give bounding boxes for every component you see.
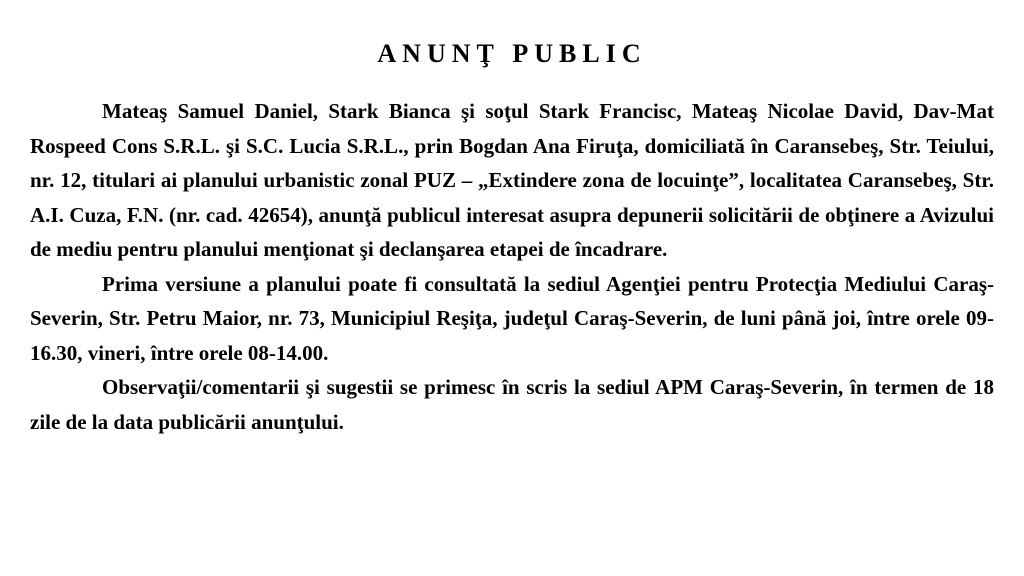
paragraph-consultation: Prima versiune a planului poate fi consultată la sediul Agenţiei pentru Protecţia Mediului Caraş-Severin, Str. Petru Maior, nr. 73, Municipiul Reşiţa, judeţul Caraş-Severin, de luni până joi, între orele 09-16.30, vineri, între orele 08-14.00. [30, 271, 994, 365]
paragraph-observations: Observaţii/comentarii şi sugestii se primesc în scris la sediul APM Caraş-Severin, în termen de 18 zile de la data publicării anunţului. [30, 375, 994, 434]
document-title: ANUNŢ PUBLIC [377, 39, 647, 68]
paragraph-applicants: Mateaş Samuel Daniel, Stark Bianca şi soţul Stark Francisc, Mateaş Nicolae David, Dav-Mat Rospeed Cons S.R.L. şi S.C. Lucia S.R.L., prin Bogdan Ana Firuţa, domiciliată în Caransebeş, Str. Teiului, nr. 12, titulari ai planului urbanistic zonal PUZ – „Extindere zona de locuinţe”, localitatea Caransebeş, Str. A.I. Cuza, F.N. (nr. cad. 42654), anunţă publicul interesat asupra depunerii solicitării de obţinere a Avizului de mediu pentru planului menţionat şi declanşarea etapei de încadrare. [30, 99, 994, 261]
